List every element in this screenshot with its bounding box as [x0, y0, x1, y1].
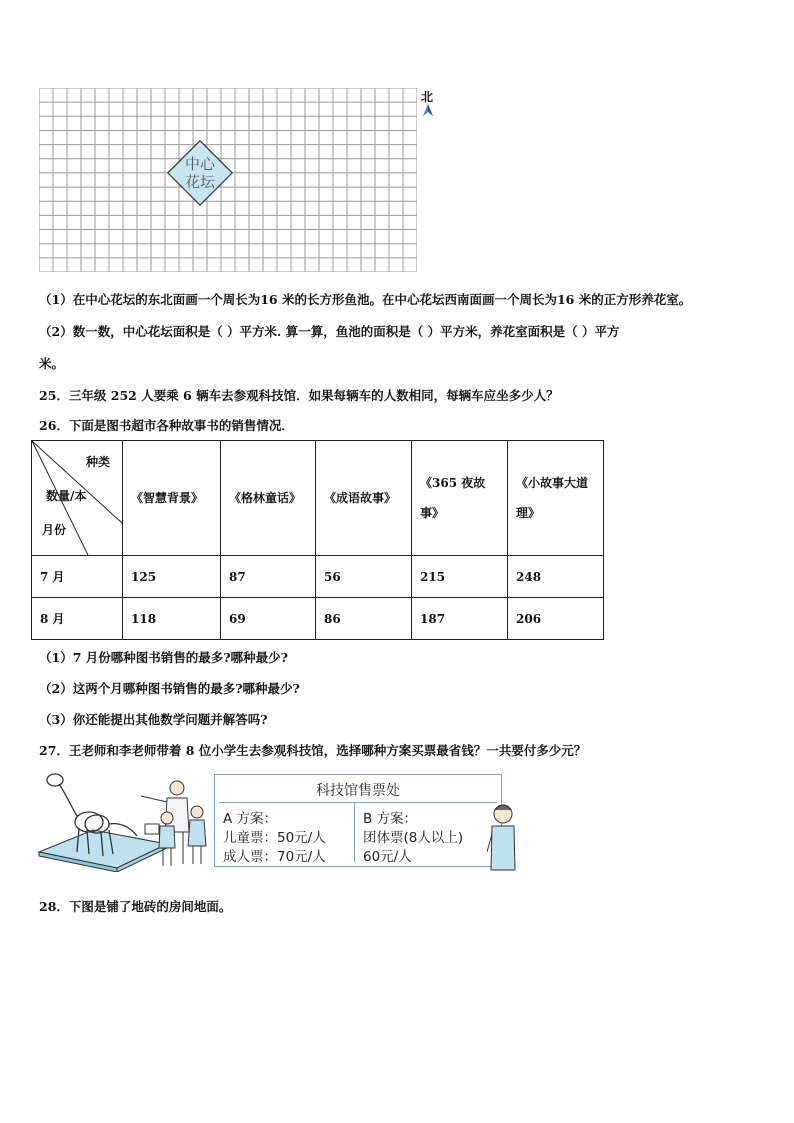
table-cell: 248	[508, 556, 604, 598]
plan-a-child-price: 儿童票：50元/人	[223, 830, 326, 846]
center-label-line2: 花坛	[184, 172, 216, 191]
header-month: 月份	[42, 523, 67, 537]
table-cell: 206	[508, 598, 604, 640]
q24-part2-line1: （2）数一数，中心花坛面积是（ ）平方米. 算一算，鱼池的面积是（ ）平方米，养花室面积是（ ）平方	[39, 324, 620, 339]
plan-b-price: 60元/人	[363, 849, 412, 865]
ticket-divider-horizontal	[219, 802, 497, 803]
ticket-office-panel	[214, 774, 502, 867]
table-header-row	[32, 441, 604, 556]
book-header-3: 《成语故事》	[316, 441, 412, 556]
q26-text: 26．下面是图书超市各种故事书的销售情况．	[39, 418, 294, 433]
row-month: 7 月	[32, 556, 123, 598]
north-arrow-icon	[421, 103, 435, 117]
book-header-2: 《格林童话》	[221, 441, 316, 556]
q26-sub3: （3）你还能提出其他数学问题并解答吗?	[39, 712, 268, 727]
table-cell: 215	[412, 556, 508, 598]
north-label: 北	[421, 90, 434, 104]
grid-map-figure	[39, 88, 417, 272]
plan-b-group-ticket: 团体票(8人以上)	[363, 830, 464, 846]
table-cell: 86	[316, 598, 412, 640]
q27-text: 27．王老师和李老师带着 8 位小学生去参观科技馆，选择哪种方案买票最省钱？一共要付多少元？	[39, 743, 587, 758]
book-header-4: 《365 夜故事》	[412, 441, 508, 556]
book-header-5: 《小故事大道理》	[508, 441, 604, 556]
plan-a-adult-price: 成人票：70元/人	[223, 849, 326, 865]
center-label-line1: 中心	[184, 154, 216, 173]
book-header-1: 《智慧背景》	[123, 441, 221, 556]
q24-part2-line2: 米。	[39, 356, 65, 371]
sales-table	[31, 440, 604, 640]
ticket-divider-vertical	[354, 802, 355, 862]
q28-text: 28．下图是铺了地砖的房间地面。	[39, 899, 232, 914]
q26-sub2: （2）这两个月哪种图书销售的最多?哪种最少?	[39, 681, 300, 696]
table-cell: 87	[221, 556, 316, 598]
table-cell: 125	[123, 556, 221, 598]
header-quantity: 数量/本	[46, 489, 87, 503]
q24-part1: （1）在中心花坛的东北面画一个周长为16 米的长方形鱼池。在中心花坛西南面画一个周长为16 米的正方形养花室。	[39, 292, 692, 307]
ticket-seller-figure-icon	[487, 800, 517, 872]
table-cell: 187	[412, 598, 508, 640]
table-row	[32, 556, 604, 598]
plan-b-title: B 方案：	[363, 811, 418, 827]
table-row	[32, 598, 604, 640]
table-cell: 69	[221, 598, 316, 640]
q26-sub1: （1）7 月份哪种图书销售的最多?哪种最少?	[39, 650, 288, 665]
table-cell: 118	[123, 598, 221, 640]
museum-scene-illustration	[37, 766, 217, 872]
row-month: 8 月	[32, 598, 123, 640]
table-cell: 56	[316, 556, 412, 598]
ticket-panel-title: 科技馆售票处	[316, 783, 400, 799]
diagonal-header-cell	[32, 441, 123, 556]
plan-a-title: A 方案：	[223, 811, 278, 827]
q25-text: 25．三年级 252 人要乘 6 辆车去参观科技馆．如果每辆车的人数相同，每辆车应坐多少人？	[39, 388, 559, 403]
header-kind: 种类	[86, 455, 111, 469]
